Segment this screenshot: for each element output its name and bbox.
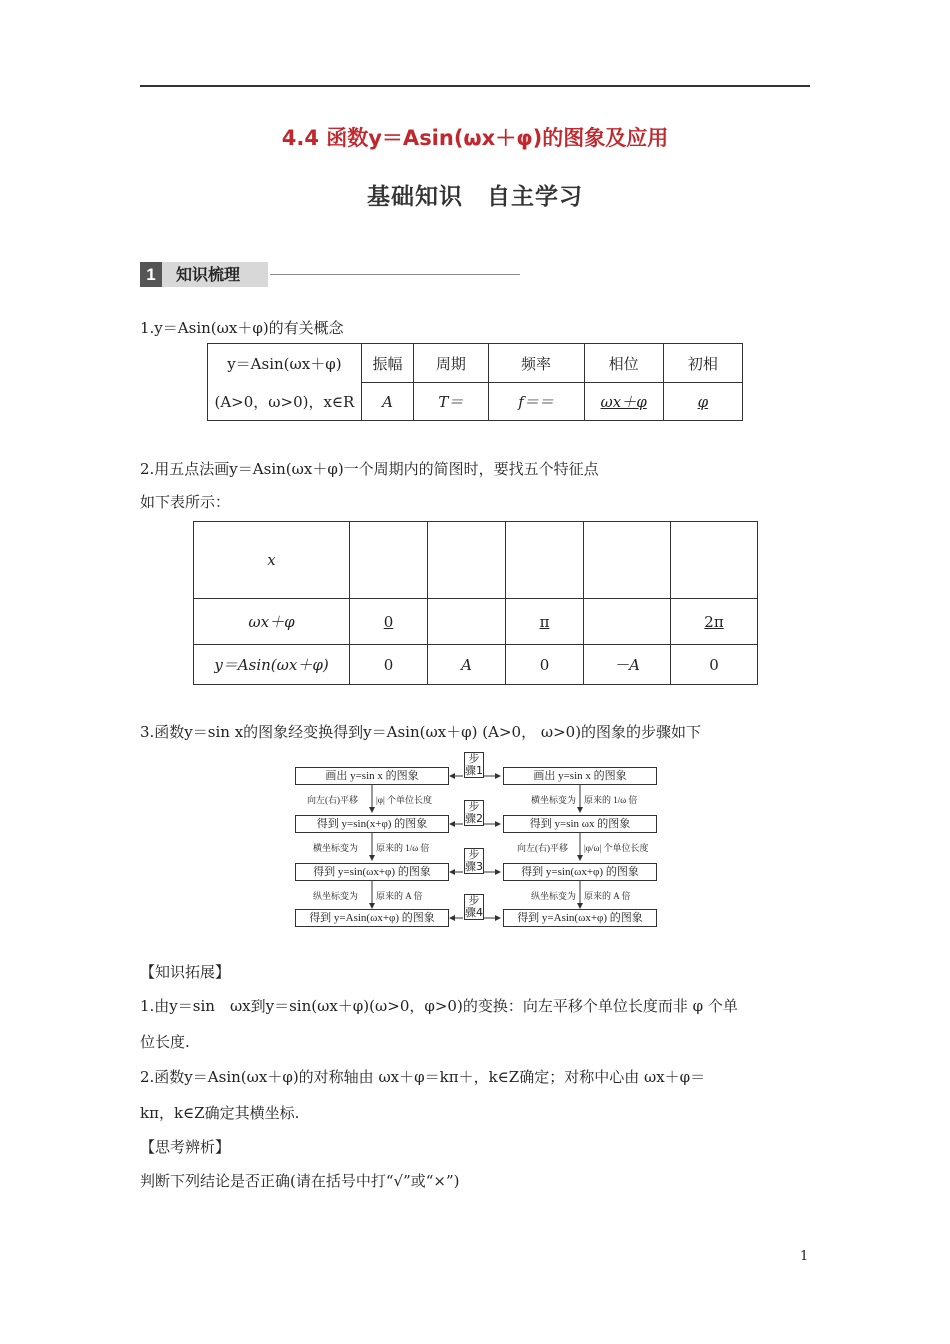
five-point-table (193, 521, 758, 685)
extension-p1: 1.由y＝sin ωx到y＝sin(ωx＋φ)(ω>0，φ>0)的变换：向左平移个单位长度而非 φ 个单 (140, 997, 738, 1015)
step-box: 步骤2 (465, 800, 483, 825)
right-box: 画出 y=sin x 的图象 (503, 767, 657, 785)
phase-cell: 0 (350, 599, 428, 645)
concept-value: T＝ (414, 383, 488, 421)
right-label: 原来的 A 倍 (584, 891, 631, 901)
concept-value: f＝＝ (488, 383, 584, 421)
item2-heading-cont: 如下表所示： (140, 493, 231, 511)
concept-header: 振幅 (361, 344, 414, 383)
thinking-title: 【思考辨析】 (140, 1138, 231, 1156)
extension-p1-cont: 位长度. (140, 1033, 190, 1051)
step-box: 步骤3 (465, 848, 483, 873)
left-label: 横坐标变为 (313, 843, 359, 853)
phase-cell (584, 599, 671, 645)
page-number: 1 (800, 1249, 809, 1264)
left-label: 原来的 1/ω 倍 (376, 843, 430, 853)
concept-func: y＝Asin(ωx＋φ) (208, 344, 362, 383)
left-label: |φ| 个单位长度 (376, 795, 433, 805)
right-label: 原来的 1/ω 倍 (584, 795, 638, 805)
left-box: 得到 y=sin(ωx+φ) 的图象 (295, 863, 449, 881)
section-divider (270, 274, 520, 275)
extension-p2: 2.函数y＝Asin(ωx＋φ)的对称轴由 ωx＋φ＝kπ＋，k∈Z确定；对称中心由 ωx＋φ＝ (140, 1068, 706, 1086)
right-box: 得到 y=sin ωx 的图象 (503, 815, 657, 833)
x-cell (506, 522, 584, 599)
item3-heading: 3.函数y＝sin x的图象经变换得到y＝Asin(ωx＋φ) (A>0， ω>0)的图象的步骤如下 (140, 723, 702, 741)
concept-conditions: (A>0，ω>0)，x∈R (208, 383, 362, 421)
section-label: 知识梳理 (176, 265, 241, 284)
row-label-x: x (194, 522, 350, 599)
left-box: 得到 y=sin(x+φ) 的图象 (295, 815, 449, 833)
extension-title: 【知识拓展】 (140, 963, 231, 981)
concept-table (207, 343, 743, 421)
left-box: 得到 y=Asin(ωx+φ) 的图象 (295, 909, 449, 927)
item2-heading: 2.用五点法画y＝Asin(ωx＋φ)一个周期内的简图时，要找五个特征点 (140, 460, 599, 478)
right-label: |φ/ω| 个单位长度 (584, 843, 649, 853)
section-number: 1 (140, 262, 162, 287)
right-label: 横坐标变为 (531, 795, 577, 805)
left-label: 原来的 A 倍 (376, 891, 423, 901)
concept-value: A (361, 383, 414, 421)
x-cell (350, 522, 428, 599)
right-box: 得到 y=Asin(ωx+φ) 的图象 (503, 909, 657, 927)
x-cell (671, 522, 758, 599)
page-subtitle: 基础知识 自主学习 (367, 184, 583, 210)
item1-heading: 1.y＝Asin(ωx＋φ)的有关概念 (140, 319, 344, 337)
left-label: 纵坐标变为 (313, 891, 359, 901)
thinking-text: 判断下列结论是否正确(请在括号中打“√”或“×”) (140, 1172, 460, 1190)
step-box: 步骤1 (465, 752, 483, 777)
phase-cell: 2π (671, 599, 758, 645)
left-label: 向左(右)平移 (307, 795, 358, 805)
concept-header: 初相 (663, 344, 742, 383)
y-cell: －A (584, 645, 671, 685)
step-box: 步骤4 (465, 894, 483, 919)
right-label: 向左(右)平移 (517, 843, 568, 853)
row-label-phase: ωx＋φ (194, 599, 350, 645)
y-cell: 0 (506, 645, 584, 685)
concept-header: 频率 (488, 344, 584, 383)
right-label: 纵坐标变为 (531, 891, 577, 901)
concept-value: φ (663, 383, 742, 421)
extension-p2-cont: kπ，k∈Z确定其横坐标. (140, 1104, 300, 1122)
x-cell (584, 522, 671, 599)
y-cell: A (428, 645, 506, 685)
concept-header: 周期 (414, 344, 488, 383)
phase-cell: π (506, 599, 584, 645)
y-cell: 0 (671, 645, 758, 685)
right-box: 得到 y=sin(ωx+φ) 的图象 (503, 863, 657, 881)
phase-cell (428, 599, 506, 645)
row-label-y: y＝Asin(ωx＋φ) (194, 645, 350, 685)
left-box: 画出 y=sin x 的图象 (295, 767, 449, 785)
y-cell: 0 (350, 645, 428, 685)
concept-header: 相位 (584, 344, 663, 383)
top-rule (140, 85, 810, 87)
page-title: 4.4 函数y＝Asin(ωx＋φ)的图象及应用 (281, 126, 669, 150)
transform-flowchart (295, 752, 657, 940)
x-cell (428, 522, 506, 599)
concept-value: ωx＋φ (584, 383, 663, 421)
